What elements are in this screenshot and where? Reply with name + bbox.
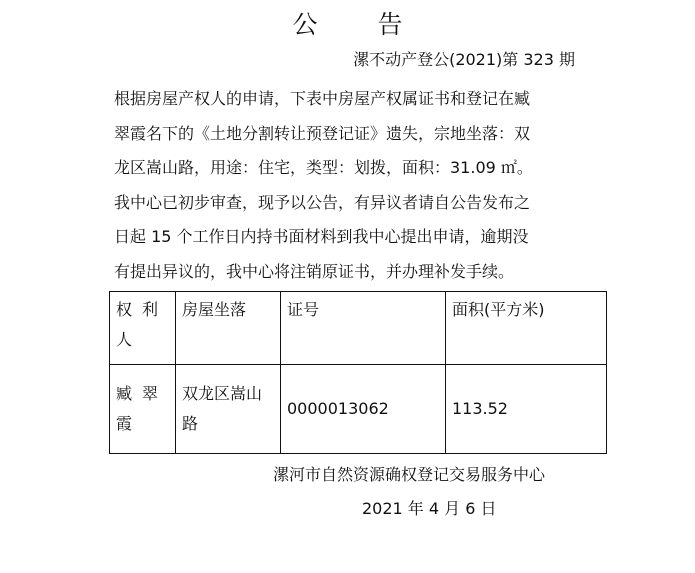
body-line: 我中心已初步审查，现予以公告，有异议者请自公告发布之 — [114, 192, 531, 212]
header-area: 面积(平方米) — [446, 292, 607, 365]
cell-rights-holder: 臧翠霞 — [110, 365, 176, 454]
notice-body — [114, 82, 598, 290]
issuer-organization: 漯河市自然资源确权登记交易服务中心 — [273, 465, 546, 484]
body-line: 根据房屋产权人的申请，下表中房屋产权属证书和登记在臧 — [114, 89, 531, 108]
header-rights-holder: 权利人 — [110, 292, 176, 365]
body-line: 有提出异议的，我中心将注销原证书，并办理补发手续。 — [114, 261, 515, 281]
header-certificate-no: 证号 — [281, 292, 446, 365]
issue-date: 2021 年 4 月 6 日 — [362, 499, 497, 518]
table-header-row — [110, 292, 607, 365]
issue-number: 漯不动产登公(2021)第 323 期 — [353, 50, 575, 69]
cell-location: 双龙区嵩山路 — [176, 365, 281, 454]
header-location: 房屋坐落 — [176, 292, 281, 365]
body-line: 翠霞名下的《土地分割转让预登记证》遗失，宗地坐落：双 — [114, 123, 531, 143]
cell-area: 113.52 — [446, 365, 607, 454]
cell-certificate-no: 0000013062 — [281, 365, 446, 454]
body-line: 龙区嵩山路，用途：住宅，类型：划拨，面积：31.09 ㎡。 — [114, 158, 533, 178]
notice-title: 公 告 — [292, 10, 429, 39]
table-row — [110, 365, 607, 454]
body-line: 日起 15 个工作日内持书面材料到我中心提出申请，逾期没 — [114, 227, 529, 247]
property-table — [109, 291, 607, 454]
